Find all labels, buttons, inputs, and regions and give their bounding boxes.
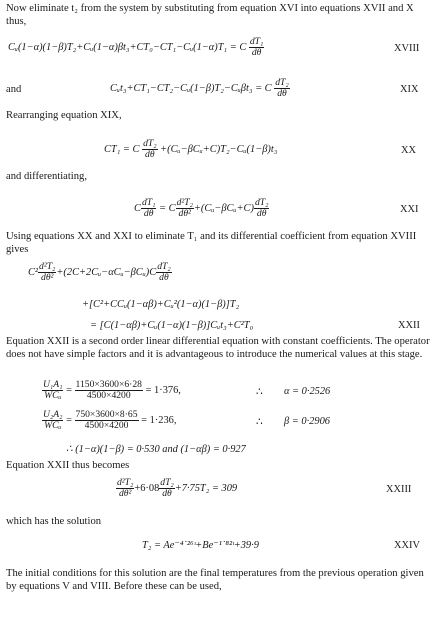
beta-value: β = 0·2906 xyxy=(284,416,330,427)
equation-xxii-label: XXII xyxy=(398,320,420,331)
equation-xix xyxy=(110,78,290,99)
intro-paragraph: Now eliminate t₂ from the system by substituting from equation XVI into equations XVII and X thus, xyxy=(6,3,414,27)
and-word: and xyxy=(6,84,22,95)
equation-xix-lhs: Cᵤt₃+CT₁−CT₂−Cᵤ(1−β)T₂−Cᵤβt₃ = C xyxy=(110,82,272,94)
equation-xxi-label: XXI xyxy=(400,204,419,215)
equation-xviii-label: XVIII xyxy=(394,43,420,54)
equation-xxiii: $\frac{\text{d²T₂}}{\text{dθ²}}$ +6·08 $\frac{\text{dT₂}}{d\theta}$ +7·75T₂ = 309 xyxy=(117,477,238,499)
therefore-2: ∴ xyxy=(256,417,263,428)
using-paragraph: Using equations XX and XXI to eliminate T₁ and its differential coefficient from equation XVIII gives xyxy=(6,231,417,255)
closing-paragraph: The initial conditions for this solution are the final temperatures from the previous operation given by equations V and VIII. Before these can be used, xyxy=(6,568,424,592)
equation-xxiii-label: XXIII xyxy=(386,484,412,495)
alpha-value: α = 0·2526 xyxy=(284,386,331,397)
equation-xxiv-label: XXIV xyxy=(394,540,420,551)
equation-xxiv: T₂ = Ae⁻⁴˙²⁶ᶥ+Be⁻¹˙⁸²ᶥ+39·9 xyxy=(142,540,259,551)
equation-xxii-line3: = [C(1−αβ)+Cᵤ(1−α)(1−β)]Cᵤt₃+C²T₀ xyxy=(90,320,254,331)
equation-xix-label: XIX xyxy=(400,84,419,95)
equation-xviii xyxy=(8,37,264,58)
therefore-1: ∴ xyxy=(256,387,263,398)
differentiating-text: and differentiating, xyxy=(6,171,87,182)
equation-xix-fraction: $\frac{\text{dT₂}}{d\theta}$ xyxy=(275,77,289,99)
becomes-text: Equation XXII thus becomes xyxy=(6,460,130,471)
solution-text: which has the solution xyxy=(6,516,102,527)
rearranging-text: Rearranging equation XIX, xyxy=(6,110,122,121)
calc-products: ∴ (1−α)(1−β) = 0·530 and (1−αβ) = 0·927 xyxy=(66,444,246,455)
equation-xviii-fraction: $\frac{\text{dT₁}}{d\theta}$ xyxy=(249,36,264,58)
equation-xviii-lhs: Cᵤ(1−α)(1−β)T₂+Cᵤ(1−α)βt₃+CT₀−CT₁−Cᵤ(1−α)T₁ = C xyxy=(8,41,247,53)
equation-xxi: C $\frac{\text{dT₁}}{d\theta}$ = C $\frac{\text{d²T₂}}{\text{dθ²}}$ +(Cᵤ−βCᵤ+C) $\frac{\text{dT₂}}{d\theta}$ xyxy=(134,197,269,219)
equation-xxii-line1: C² $\frac{\text{d²T₂}}{\text{dθ²}}$ +(2C+2Cᵤ−αCᵤ−βCᵤ)C $\frac{\text{dT₂}}{d\theta}$ xyxy=(28,261,171,283)
calc-alpha: U₁A₁ WCᵤ = $\frac{1150\times 3600\times 6\cdot 28}{4500\times 4200}$ = 1·376, xyxy=(43,379,181,401)
equation-xx: CT₁ = C $\frac{\text{dT₂}}{d\theta}$ +(Cᵤ−βCᵤ+C)T₂−Cᵤ(1−β)t₃ xyxy=(104,138,278,160)
discussion-paragraph: Equation XXII is a second order linear differential equation with constant coefficients. The operator does not have simple factors and it is advantageous to introduce the numerical values at this stage. xyxy=(6,336,430,360)
equation-xx-label: XX xyxy=(401,145,417,156)
calc-beta: U₂A₂ WCᵤ = $\frac{750\times 3600\times 8\cdot 65}{4500\times 4200}$ = 1·236, xyxy=(43,409,177,431)
equation-xxii-line2: +[C²+CCᵤ(1−αβ)+Cᵤ²(1−α)(1−β)]T₂ xyxy=(82,299,240,310)
equation-xx-fraction: $\frac{\text{dT₂}}{d\theta}$ xyxy=(143,138,157,160)
